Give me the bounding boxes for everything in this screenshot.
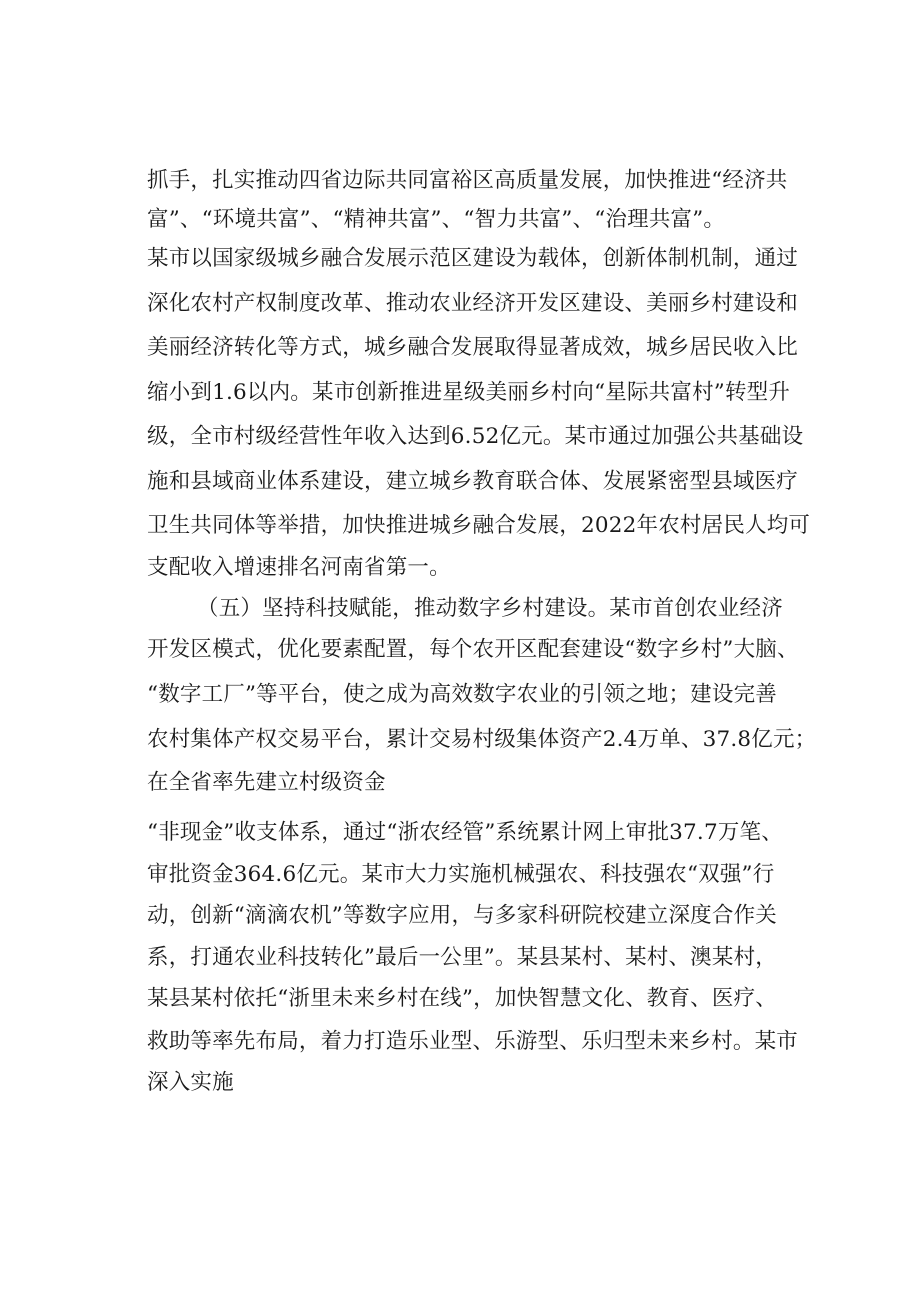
text-line: “数字工厂”等平台，使之成为高效数字农业的引领之地；建设完善 (147, 682, 777, 707)
text-line: 救助等率先布局，着力打造乐业型、乐游型、乐归型未来乡村。某市 (147, 1029, 799, 1054)
section-heading-line: （五）坚持科技赋能，推动数字乡村建设。某市首创农业经济 (197, 596, 783, 621)
text-line: 开发区模式，优化要素配置，每个农开区配套建设“数字乡村”大脑、 (147, 637, 799, 662)
text-line: 抓手，扎实推动四省边际共同富裕区高质量发展，加快推进“经济共 (147, 168, 788, 193)
text-line: 卫生共同体等举措，加快推进城乡融合发展，2022年农村居民人均可 (147, 513, 811, 538)
text-line: 深入实施 (147, 1070, 234, 1095)
text-line: 缩小到1.6以内。某市创新推进星级美丽乡村向“星际共富村”转型升 (147, 380, 791, 405)
text-line: 支配收入增速排名河南省第一。 (147, 555, 451, 580)
text-line: 在全省率先建立村级资金 (147, 770, 386, 795)
text-line: 深化农村产权制度改革、推动农业经济开发区建设、美丽乡村建设和 (147, 291, 799, 316)
text-line: 动，创新“滴滴农机”等数字应用，与多家科研院校建立深度合作关 (147, 903, 777, 928)
text-line: 审批资金364.6亿元。某市大力实施机械强农、科技强农“双强”行 (147, 862, 775, 887)
text-line: 富”、“环境共富”、“精神共富”、“智力共富”、“治理共富”。 (147, 207, 726, 232)
text-line: 某县某村依托“浙里未来乡村在线”，加快智慧文化、教育、医疗、 (147, 986, 777, 1011)
text-line: 施和县域商业体系建设，建立城乡教育联合体、发展紧密型县域医疗 (147, 469, 799, 494)
text-line: 某市以国家级城乡融合发展示范区建设为载体，创新体制机制，通过 (147, 246, 799, 271)
text-line: 级，全市村级经营性年收入达到6.52亿元。某市通过加强公共基础设 (147, 424, 804, 449)
text-line: 美丽经济转化等方式，城乡融合发展取得显著成效，城乡居民收入比 (147, 335, 799, 360)
text-line: “非现金”收支体系，通过“浙农经管”系统累计网上审批37.7万笔、 (147, 820, 783, 845)
text-line: 系，打通农业科技转化”最后一公里”。某县某村、某村、澳某村， (147, 945, 777, 970)
text-line: 农村集体产权交易平台，累计交易村级集体资产2.4万单、37.8亿元； (147, 727, 817, 752)
